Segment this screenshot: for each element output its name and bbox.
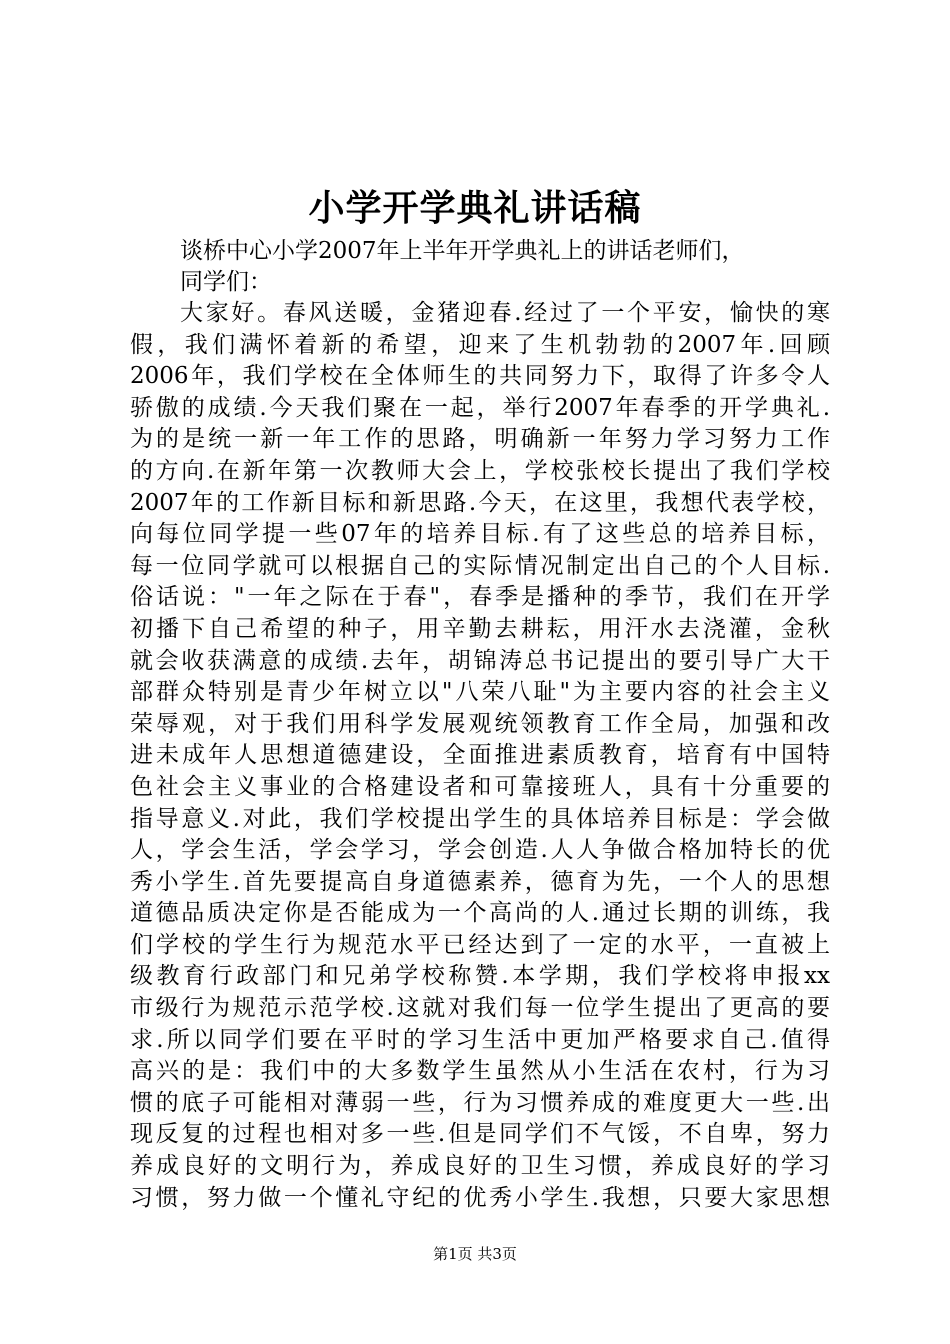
- body-line: 现反复的过程也相对多一些.但是同学们不气馁，不自卑，努力: [130, 1121, 830, 1148]
- body-line: 求.所以同学们要在平时的学习生活中更加严格要求自己.值得: [130, 1026, 830, 1053]
- intro-line: 谈桥中心小学2007年上半年开学典礼上的讲话老师们，: [180, 238, 745, 264]
- body-paragraph: [130, 298, 830, 1214]
- body-line: 每一位同学就可以根据自己的实际情况制定出自己的个人目标.: [130, 552, 830, 579]
- body-line: 荣辱观，对于我们用科学发展观统领教育工作全局，加强和改: [130, 710, 830, 737]
- body-line: 就会收获满意的成绩.去年，胡锦涛总书记提出的要引导广大干: [130, 647, 830, 674]
- body-line: 色社会主义事业的合格建设者和可靠接班人，具有十分重要的: [130, 773, 830, 800]
- body-line: 惯的底子可能相对薄弱一些，行为习惯养成的难度更大一些.出: [130, 1089, 830, 1116]
- body-line: 养成良好的文明行为，养成良好的卫生习惯，养成良好的学习: [130, 1153, 830, 1180]
- body-line: 部群众特别是青少年树立以"八荣八耻"为主要内容的社会主义: [130, 679, 830, 706]
- body-line: 大家好。春风送暖，金猪迎春.经过了一个平安，愉快的寒: [180, 300, 830, 326]
- body-line: 秀小学生.首先要提高自身道德素养，德育为先，一个人的思想: [130, 868, 830, 895]
- body-line: 为的是统一新一年工作的思路，明确新一年努力学习努力工作: [130, 426, 830, 453]
- intro-block: [180, 236, 745, 298]
- body-line: 向每位同学提一些07年的培养目标.有了这些总的培养目标，: [130, 521, 830, 548]
- body-line: 指导意义.对此，我们学校提出学生的具体培养目标是：学会做: [130, 805, 830, 832]
- body-line: 俗话说："一年之际在于春"，春季是播种的季节，我们在开学: [130, 584, 830, 611]
- body-line: 2006年，我们学校在全体师生的共同努力下，取得了许多令人: [130, 363, 830, 390]
- body-line: 骄傲的成绩.今天我们聚在一起，举行2007年春季的开学典礼.: [130, 394, 830, 421]
- body-line: 假，我们满怀着新的希望，迎来了生机勃勃的2007年.回顾: [130, 331, 830, 358]
- body-line: 高兴的是：我们中的大多数学生虽然从小生活在农村，行为习: [130, 1058, 830, 1085]
- body-line: 的方向.在新年第一次教师大会上，学校张校长提出了我们学校: [130, 457, 830, 484]
- body-line: 进未成年人思想道德建设，全面推进素质教育，培育有中国特: [130, 742, 830, 769]
- body-line: 人，学会生活，学会学习，学会创造.人人争做合格加特长的优: [130, 837, 830, 864]
- body-line: 们学校的学生行为规范水平已经达到了一定的水平，一直被上: [130, 931, 830, 958]
- page-number: 第1页 共3页: [433, 1245, 517, 1263]
- body-line: 习惯，努力做一个懂礼守纪的优秀小学生.我想，只要大家思想: [130, 1184, 830, 1211]
- body-line: 道德品质决定你是否能成为一个高尚的人.通过长期的训练，我: [130, 900, 830, 927]
- body-line: 级教育行政部门和兄弟学校称赞.本学期，我们学校将申报xx: [130, 963, 830, 990]
- intro-line: 同学们：: [180, 269, 272, 295]
- body-line: 市级行为规范示范学校.这就对我们每一位学生提出了更高的要: [130, 995, 830, 1022]
- body-line: 2007年的工作新目标和新思路.今天，在这里，我想代表学校，: [130, 489, 830, 516]
- body-line: 初播下自己希望的种子，用辛勤去耕耘，用汗水去浇灌，金秋: [130, 615, 830, 642]
- document-title: 小学开学典礼讲话稿: [308, 187, 642, 229]
